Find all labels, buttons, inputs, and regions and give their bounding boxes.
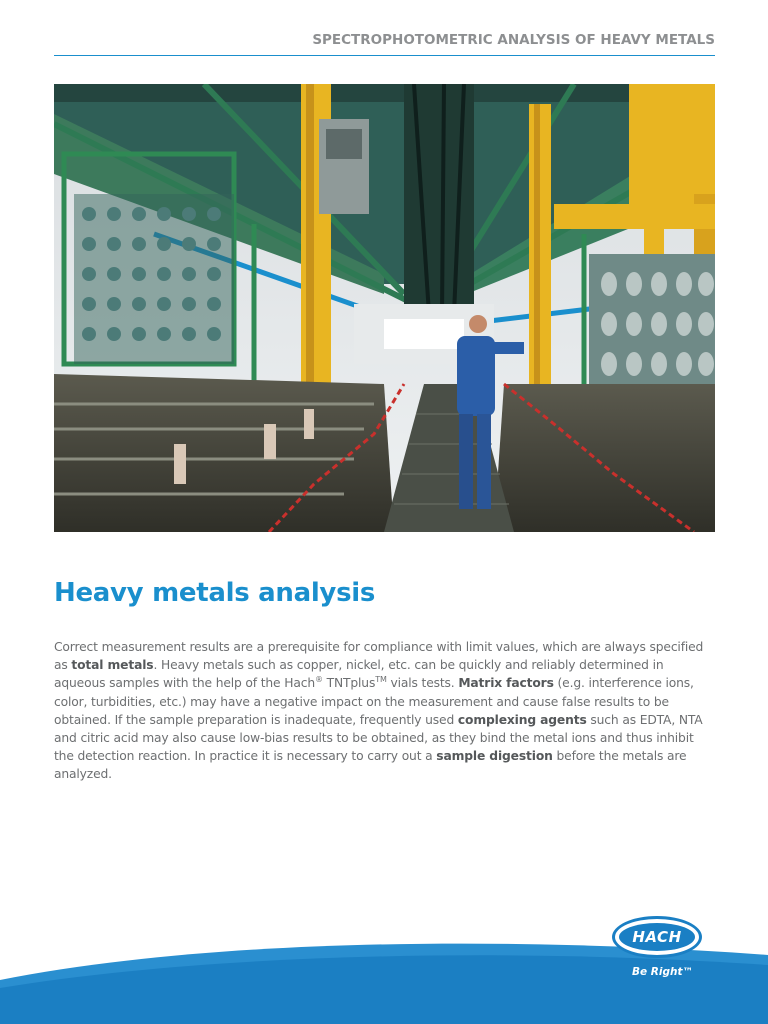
paragraph-text: TNTplus: [322, 676, 376, 691]
running-header: SPECTROPHOTOMETRIC ANALYSIS OF HEAVY METALS: [312, 32, 715, 48]
logo-wordmark: HACH: [619, 923, 695, 951]
logo-registered-mark: ®: [704, 918, 711, 926]
emphasis-complexing-agents: complexing agents: [457, 712, 587, 727]
emphasis-total-metals: total metals: [71, 658, 154, 673]
trademark-mark: TM: [375, 675, 387, 685]
logo-tagline: Be Right™: [632, 966, 693, 978]
header-rule: [54, 55, 715, 56]
paragraph-text: vials tests.: [386, 676, 459, 691]
page-title: Heavy metals analysis: [54, 578, 376, 608]
paragraph-text: . Heavy metals such as copper, nickel, etc. can be quickly and reliably determined in aqueous samples with the help of the Hach: [54, 658, 664, 691]
hach-logo: [612, 912, 712, 982]
registered-mark: ®: [314, 675, 323, 685]
paragraph-text: such as EDTA, NTA and citric acid may also cause low-bias results to be obtained, as they bind the metal ions and thus inhibit the detection reaction. In practice it is necessary to carry out a: [54, 712, 703, 764]
plating-line-photo: [54, 84, 715, 532]
paragraph-text: (e.g. interference ions, color, turbidities, etc.) may have a negative impact on the measurement and cause false results to be obtained. If the sample preparation is inadequate, frequently used: [54, 676, 694, 727]
emphasis-matrix-factors: Matrix factors: [458, 676, 554, 691]
emphasis-sample-digestion: sample digestion: [436, 749, 553, 764]
intro-paragraph: [54, 638, 716, 784]
paragraph-text: before the metals are analyzed.: [54, 749, 687, 782]
paragraph-text: Correct measurement results are a prerequisite for compliance with limit values, which are always specified as: [54, 640, 704, 673]
logo-oval: [612, 916, 702, 958]
